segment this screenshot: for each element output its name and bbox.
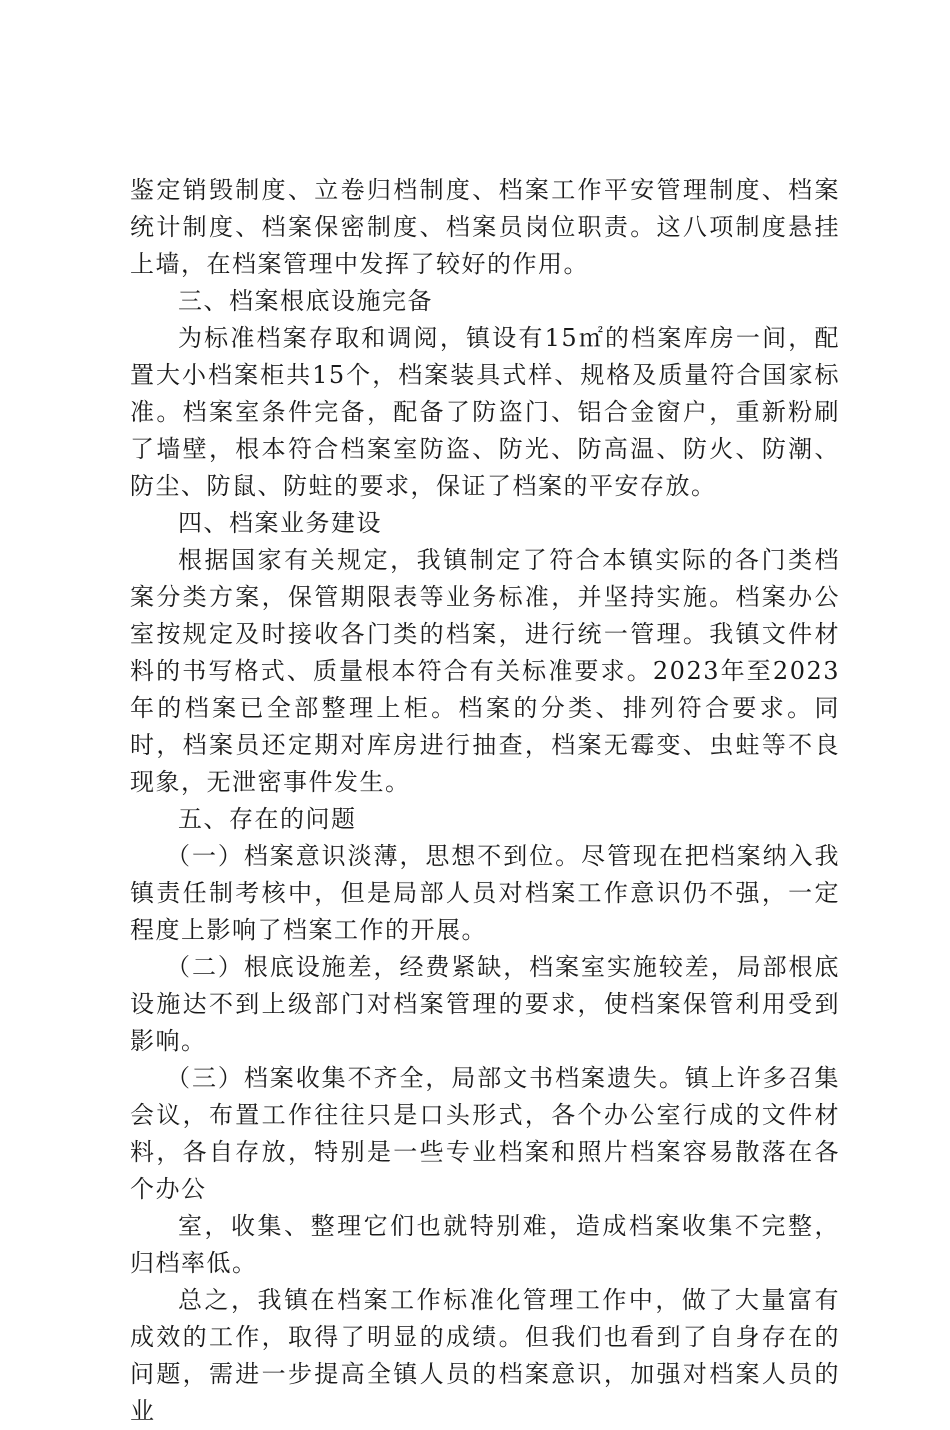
paragraph-facilities: 为标准档案存取和调阅，镇设有15㎡的档案库房一间，配置大小档案柜共15个，档案装具式样、规格及质量符合国家标准。档案室条件完备，配备了防盗门、铝合金窗户，重新粉刷了墙壁，根本符合档案室防盗、防光、防高温、防火、防潮、防尘、防鼠、防蛀的要求，保证了档案的平安存放。 <box>130 324 840 500</box>
section-heading-facilities: 三、档案根底设施完备 <box>178 287 433 315</box>
section-heading-business: 四、档案业务建设 <box>178 509 382 537</box>
paragraph-problem-3: （三）档案收集不齐全，局部文书档案遗失。镇上许多召集会议，布置工作往往只是口头形式，各个办公室行成的文件材料，各自存放，特别是一些专业档案和照片档案容易散落在各个办公 <box>130 1064 840 1203</box>
document-body <box>130 172 840 1430</box>
paragraph-regulations-continued: 鉴定销毁制度、立卷归档制度、档案工作平安管理制度、档案统计制度、档案保密制度、档案员岗位职责。这八项制度悬挂上墙，在档案管理中发挥了较好的作用。 <box>130 176 840 278</box>
paragraph-problem-3-continued: 室，收集、整理它们也就特别难，造成档案收集不完整，归档率低。 <box>130 1212 840 1277</box>
section-heading-problems: 五、存在的问题 <box>178 805 357 833</box>
paragraph-conclusion: 总之，我镇在档案工作标准化管理工作中，做了大量富有成效的工作，取得了明显的成绩。但我们也看到了自身存在的问题，需进一步提高全镇人员的档案意识，加强对档案人员的业 <box>130 1286 840 1425</box>
paragraph-business: 根据国家有关规定，我镇制定了符合本镇实际的各门类档案分类方案，保管期限表等业务标准，并坚持实施。档案办公室按规定及时接收各门类的档案，进行统一管理。我镇文件材料的书写格式、质量根本符合有关标准要求。2023年至2023年的档案已全部整理上柜。档案的分类、排列符合要求。同时，档案员还定期对库房进行抽查，档案无霉变、虫蛀等不良现象，无泄密事件发生。 <box>130 546 840 796</box>
paragraph-problem-2: （二）根底设施差，经费紧缺，档案室实施较差，局部根底设施达不到上级部门对档案管理的要求，使档案保管利用受到影响。 <box>130 953 840 1055</box>
paragraph-problem-1: （一）档案意识淡薄，思想不到位。尽管现在把档案纳入我镇责任制考核中，但是局部人员对档案工作意识仍不强，一定程度上影响了档案工作的开展。 <box>130 842 840 944</box>
